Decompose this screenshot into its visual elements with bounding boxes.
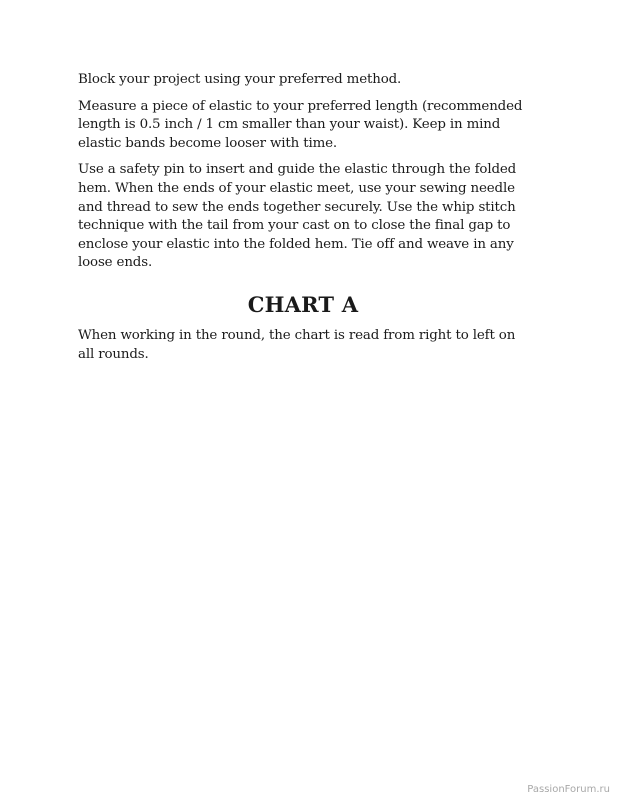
- section-body: When working in the round, the chart is read from right to left on all rounds.: [78, 327, 516, 362]
- paragraph-insert-elastic: Use a safety pin to insert and guide the elastic through the folded hem. When the ends of your elastic meet, use your sewing needle and thread to sew the ends together securely. Use the whip stitch technique with the tail from your cast on to close the final gap to enclose your elastic into the folded hem. Tie off and weave in any loose ends.: [78, 162, 517, 271]
- paragraph-measure-elastic: Measure a piece of elastic to your preferred length (recommended length is 0.5 inch / 1 cm smaller than your waist). Keep in mind elastic bands become looser with time.: [78, 98, 523, 151]
- paragraph-blocking: Block your project using your preferred method.: [78, 72, 402, 87]
- section-heading: CHART A: [247, 291, 359, 317]
- page-content: [78, 71, 528, 372]
- watermark-text: PassionForum.ru: [527, 784, 610, 795]
